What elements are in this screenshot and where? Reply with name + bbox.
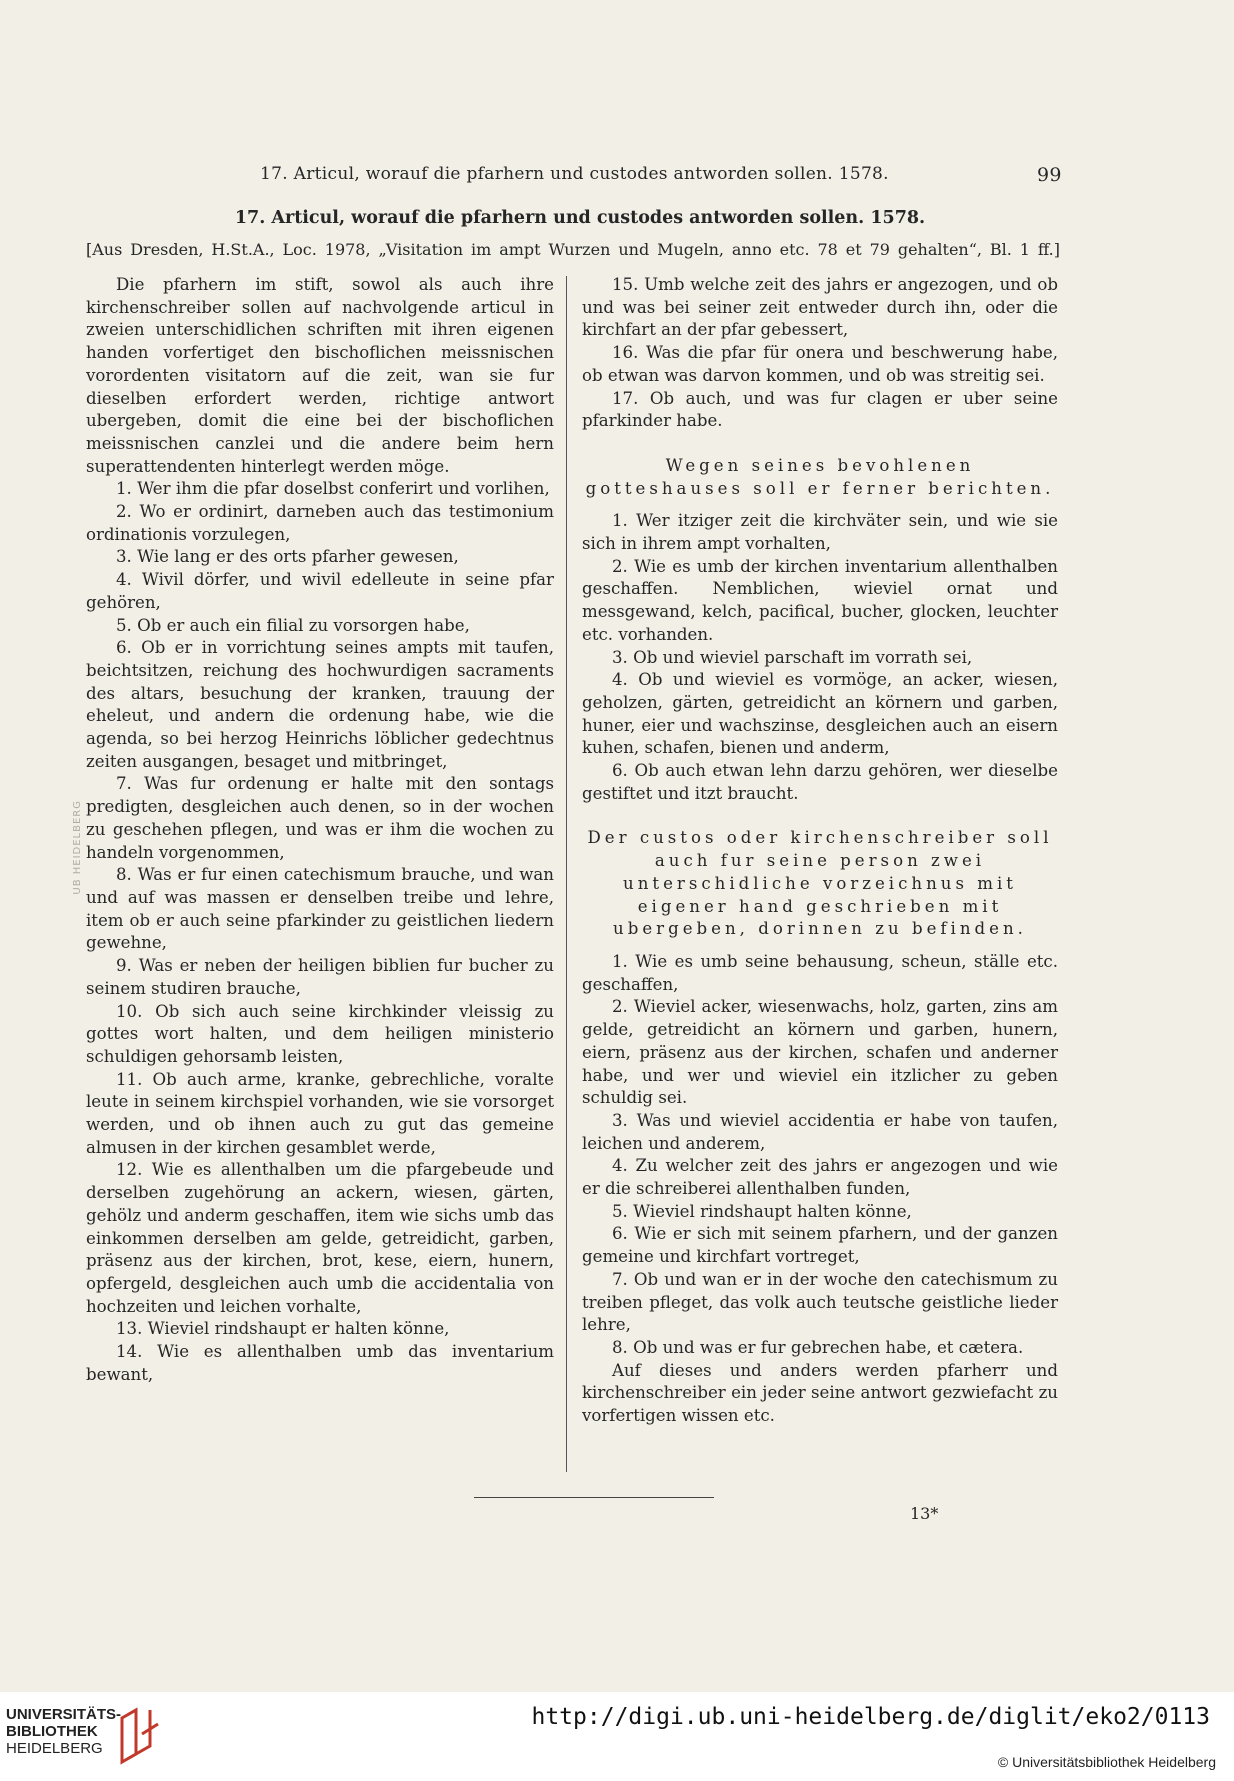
article-item: 14. Wie es allenthalben umb das inventarium bewant, [86,1342,554,1384]
running-head [0,164,1234,188]
article-item: 6. Wie er sich mit seinem pfarhern, und der ganzen gemeine und kirchfart vortreget, [582,1224,1058,1267]
article-item: 3. Was und wieviel accidentia er habe von taufen, leichen und anderem, [582,1110,1058,1153]
closing-paragraph: Auf dieses und anders werden pfarherr und kirchenschreiber ein jeder seine antwort gezwiefacht zu vorfertigen wissen etc. [582,1360,1058,1426]
column-divider [566,276,567,1472]
viewer-footer [0,1692,1234,1781]
article-item: 13. Wieviel rindshaupt er halten könne, [116,1319,450,1339]
article-item: 15. Umb welche zeit des jahrs er angezogen, und ob und was bei seiner zeit entweder durch ihn, oder die kirchfart an der pfar gebessert, [582,275,1058,340]
article-item: 4. Wivil dörfer, und wivil edelleute in seine pfar gehören, [86,570,554,612]
article-item: 6. Ob er in vorrichtung seines ampts mit taufen, beichtsitzen, reichung des hochwurdigen sacraments des altars, besuchung der kranken, trauung der eheleut, und andern die ordenung habe, wie die agenda, so bei herzog Heinrichs löblicher gedechtnus zeiten ausgangen, besaget und mitbringet, [86,638,554,771]
article-item: 16. Was die pfar für onera und beschwerung habe, ob etwan was darvon kommen, und ob was streitig sei. [582,343,1058,385]
document-title: 17. Articul, worauf die pfarhern und custodes antworden sollen. 1578. [234,208,926,228]
right-column [582,274,1058,1428]
article-item: 2. Wie es umb der kirchen inventarium allenthalben geschaffen. Nemblichen, wieviel ornat und messgewand, kelch, pacifical, bucher, glocken, leuchter etc. vorhanden. [582,556,1058,644]
section-heading-custos: Der custos oder kirchenschreiber soll auch fur seine person zwei unterschidliche vorzeichnus mit eigener hand geschrieben mit ubergeben, dorinnen zu befinden. [587,828,1053,939]
library-logo-text[interactable] [6,1706,121,1757]
article-item: 2. Wieviel acker, wiesenwachs, holz, garten, zins am gelde, getreidicht an körnern und garben, hunern, eiern, präsenz aus der kirchen, schafen und anderner habe, und wer und wieviel ein itzlicher zu geben schuldig sei. [582,997,1058,1108]
page-number: 99 [1037,164,1062,186]
library-logo-icon [116,1704,162,1766]
source-reference: [Aus Dresden, H.St.A., Loc. 1978, „Visitation im ampt Wurzen und Mugeln, anno etc. 78 et 79 gehalten“, Bl. 1 ff.] [86,240,1060,259]
article-item: 7. Was fur ordenung er halte mit den sontags predigten, desgleichen auch denen, so in der wochen zu geschehen pflegen, und was er ihm die wochen zu handeln vorgenommen, [86,774,554,862]
article-item: 5. Wieviel rindshaupt halten könne, [612,1201,912,1221]
article-item: 1. Wie es umb seine behausung, scheun, ställe etc. geschaffen, [582,951,1058,994]
copyright-notice: © Universitätsbibliothek Heidelberg [997,1754,1216,1770]
logo-line: UNIVERSITÄTS- [6,1706,122,1723]
article-item: 11. Ob auch arme, kranke, gebrechliche, voralte leute in seinem kirchspiel vorhanden, wie sie vorsorget werden, und ob ihnen auch zu gut das gemeine almusen in der kirchen gesamblet werde, [86,1069,554,1157]
permalink-url[interactable]: http://digi.ub.uni-heidelberg.de/diglit/eko2/0113 [531,1704,1210,1730]
footnote-rule [474,1497,714,1498]
logo-line: BIBLIOTHEK [6,1723,98,1740]
article-item: 17. Ob auch, und was fur clagen er uber seine pfarkinder habe. [582,388,1058,431]
running-title: 17. Articul, worauf die pfarhern und custodes antworden sollen. 1578. [260,164,889,184]
article-item: 8. Ob und was er fur gebrechen habe, et cætera. [612,1337,1024,1357]
article-item: 4. Ob und wieviel es vormöge, an acker, wiesen, geholzen, gärten, getreidicht an körnern und garben, huner, eier und wachszinse, desgleichen auch an eisern kuhen, schafen, bienen und anderm, [582,670,1058,758]
article-item: 1. Wer ihm die pfar doselbst conferirt und vorlihen, [116,479,550,499]
article-item: 1. Wer itziger zeit die kirchväter sein, und wie sie sich in ihrem ampt vorhalten, [582,511,1058,554]
logo-line: HEIDELBERG [6,1740,103,1757]
article-item: 8. Was er fur einen catechismum brauche, und wan und auf was massen er denselben treibe und lehre, item ob er auch seine pfarkinder zu geistlichen liedern gewehne, [86,865,554,953]
left-column [86,274,554,1386]
article-item: 4. Zu welcher zeit des jahrs er angezogen und wie er die schreiberei allenthalben funden, [582,1156,1058,1199]
intro-paragraph: Die pfarhern im stift, sowol als auch ihre kirchenschreiber sollen auf nachvolgende articul in zweien unterschidlichen schriften mit ihren eigenen handen vorfertiget den bischoflichen meissnischen vorordenten visitatorn auf die zeit, wan sie fur dieselben erfordert werden, richtige antwort ubergeben, domit die eine bei der bischoflichen meissnischen canzlei und die andere beim hern superattendenten hinterlegt werden möge. [86,275,554,476]
side-watermark: UB HEIDELBERG [72,800,83,895]
article-item: 2. Wo er ordinirt, darneben auch das testimonium ordinationis vorzulegen, [86,502,554,544]
article-item: 12. Wie es allenthalben um die pfargebeude und derselben zugehörung an ackern, wiesen, gärten, gehölz und anderm geschaffen, item wie sichs umb das einkommen derselben am gelde, getreidicht, garben, präsenz aus der kirchen, brot, kese, eiern, hunern, opfergeld, desgleichen auch umb die accidentalia von hochzeiten und leichen vorhalte, [86,1160,554,1316]
section-heading-church: Wegen seines bevohlenen gotteshauses soll er ferner berichten. [585,455,1055,498]
article-item: 6. Ob auch etwan lehn darzu gehören, wer dieselbe gestiftet und itzt braucht. [582,761,1058,803]
article-item: 3. Ob und wieviel parschaft im vorrath sei, [612,647,973,667]
article-item: 3. Wie lang er des orts pfarher gewesen, [116,547,459,567]
article-item: 10. Ob sich auch seine kirchkinder vleissig zu gottes wort halten, und dem heiligen ministerio schuldigen gehorsamb leisten, [86,1001,554,1066]
article-item: 7. Ob und wan er in der woche den catechismum zu treiben pfleget, das volk auch teutsche geistliche lieder lehre, [582,1269,1058,1335]
printer-signature: 13* [910,1504,939,1523]
article-item: 5. Ob er auch ein filial zu vorsorgen habe, [116,615,470,635]
article-item: 9. Was er neben der heiligen biblien fur bucher zu seinem studiren brauche, [86,956,554,998]
